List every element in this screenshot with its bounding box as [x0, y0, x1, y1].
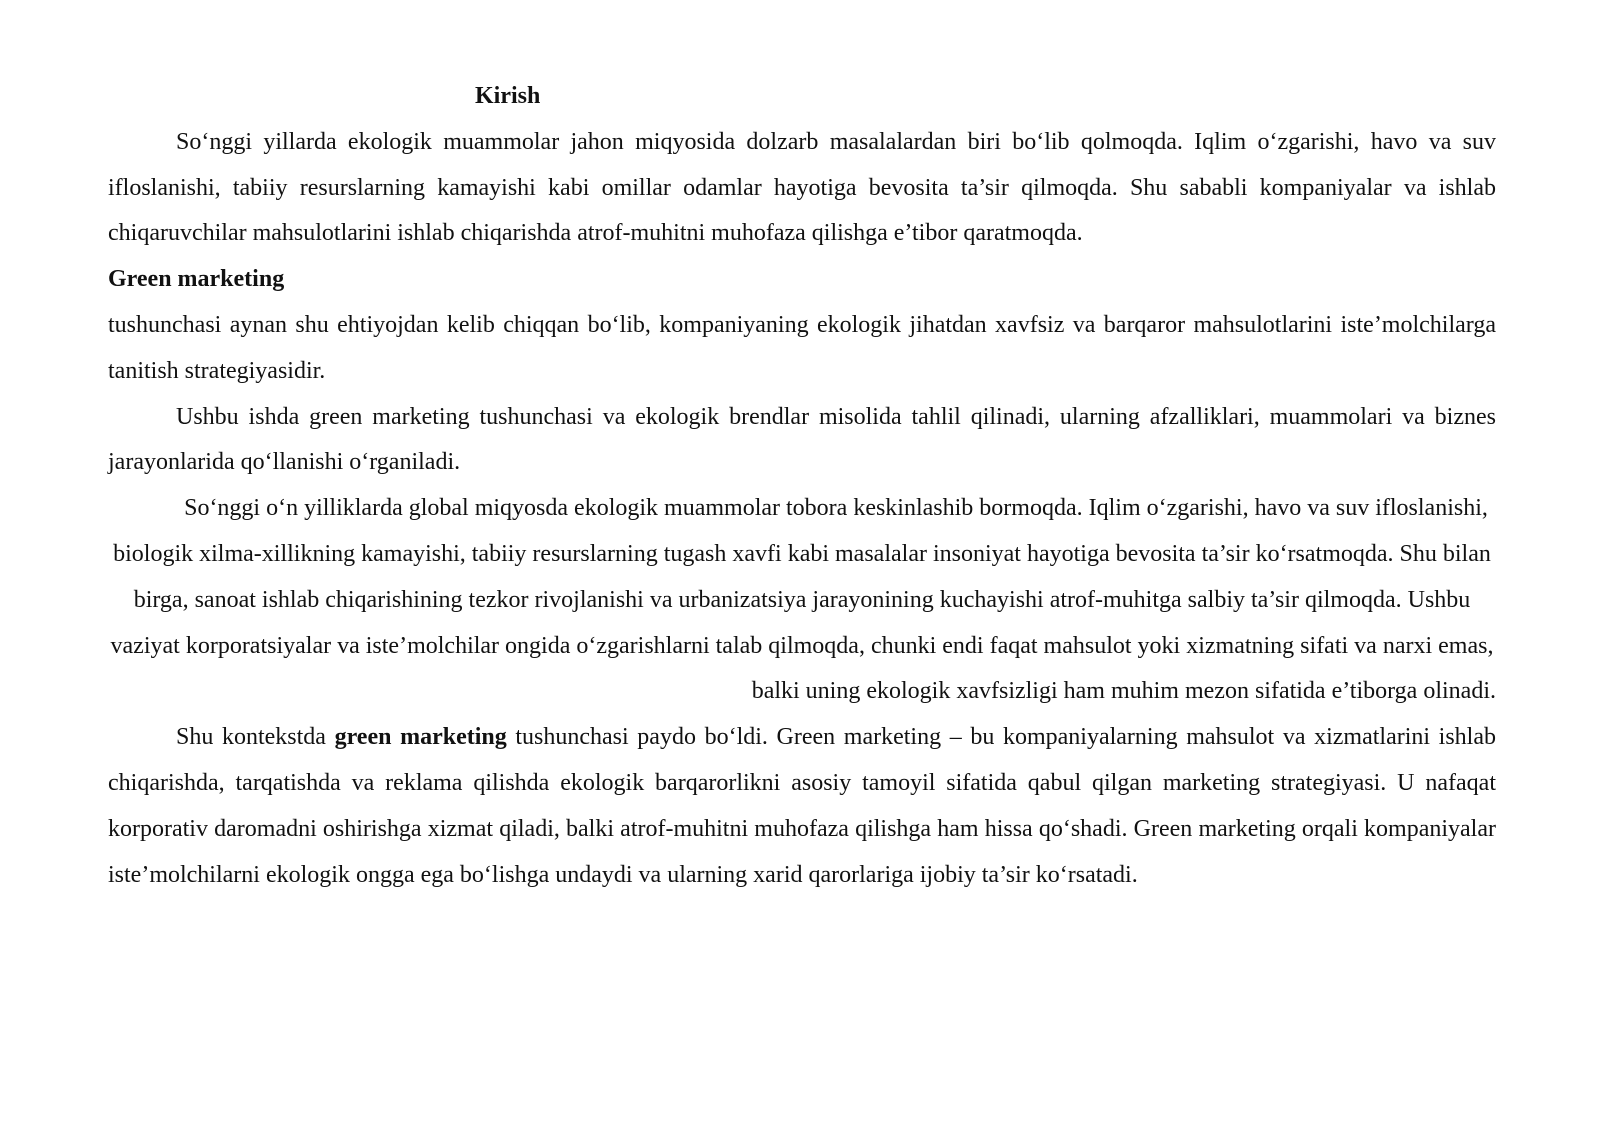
green-marketing-heading: Green marketing	[108, 266, 285, 293]
paragraph-context: So‘nggi o‘n yilliklarda global miqyosda ekologik muammolar tobora keskinlashib bormoqda. Iqlim o‘zgarishi, havo va suv ifloslanishi, biologik xilma-xillikning kamayishi, tabiiy resurslarning tugash xavfi kabi masalalar insoniyat hayotiga bevosita ta’sir ko‘rsatmoqda. Shu bilan birga, sanoat ishlab chiqarishining tezkor rivojlanishi va urbanizatsiya jarayonining kuchayishi atrof-muhitga salbiy ta’sir qilmoqda. Ushbu vaziyat korporatsiyalar va iste’molchilar ongida o‘zgarishlarni talab qilmoqda, chunki endi faqat mahsulot yoki xizmatning sifati va narxi emas, balki uning ekologik xavfsizligi ham muhim mezon sifatida e’tiborga olinadi.	[110, 495, 1496, 705]
document-title: Kirish	[475, 83, 541, 109]
document-page	[108, 74, 1496, 898]
paragraph-definition: tushunchasi aynan shu ehtiyojdan kelib chiqqan bo‘lib, kompaniyaning ekologik jihatdan xavfsiz va barqaror mahsulotlarini iste’molchilarga tanitish strategiyasidir.	[108, 311, 1496, 384]
paragraph-5-rest: tushunchasi paydo bo‘ldi. Green marketing – bu kompaniyalarning mahsulot va xizmatlarini ishlab chiqarishda, tarqatishda va reklama qilishda ekologik barqarorlikni asosiy tamoyil sifatida qabul qilgan marketing strategiyasi. U nafaqat korporativ daromadni oshirishga xizmat qiladi, balki atrof-muhitni muhofaza qilishga ham hissa qo‘shadi. Green marketing orqali kompaniyalar iste’molchilarni ekologik ongga ega bo‘lishga undaydi va ularning xarid qarorlariga ijobiy ta’sir ko‘rsatadi.	[108, 724, 1496, 888]
paragraph-green-marketing	[108, 715, 1496, 898]
paragraph-5-bold-term: green marketing	[334, 724, 507, 751]
paragraph-scope: Ushbu ishda green marketing tushunchasi va ekologik brendlar misolida tahlil qilinadi, ularning afzalliklari, muammolari va biznes jarayonlarida qo‘llanishi o‘rganiladi.	[108, 403, 1496, 476]
paragraph-intro: So‘nggi yillarda ekologik muammolar jahon miqyosida dolzarb masalalardan biri bo‘lib qolmoqda. Iqlim o‘zgarishi, havo va suv ifloslanishi, tabiiy resurslarning kamayishi kabi omillar odamlar hayotiga bevosita ta’sir qilmoqda. Shu sababli kompaniyalar va ishlab chiqaruvchilar mahsulotlarini ishlab chiqarishda atrof-muhitni muhofaza qilishga e’tibor qaratmoqda.	[108, 128, 1496, 247]
paragraph-5-start: Shu kontekstda	[176, 724, 326, 751]
